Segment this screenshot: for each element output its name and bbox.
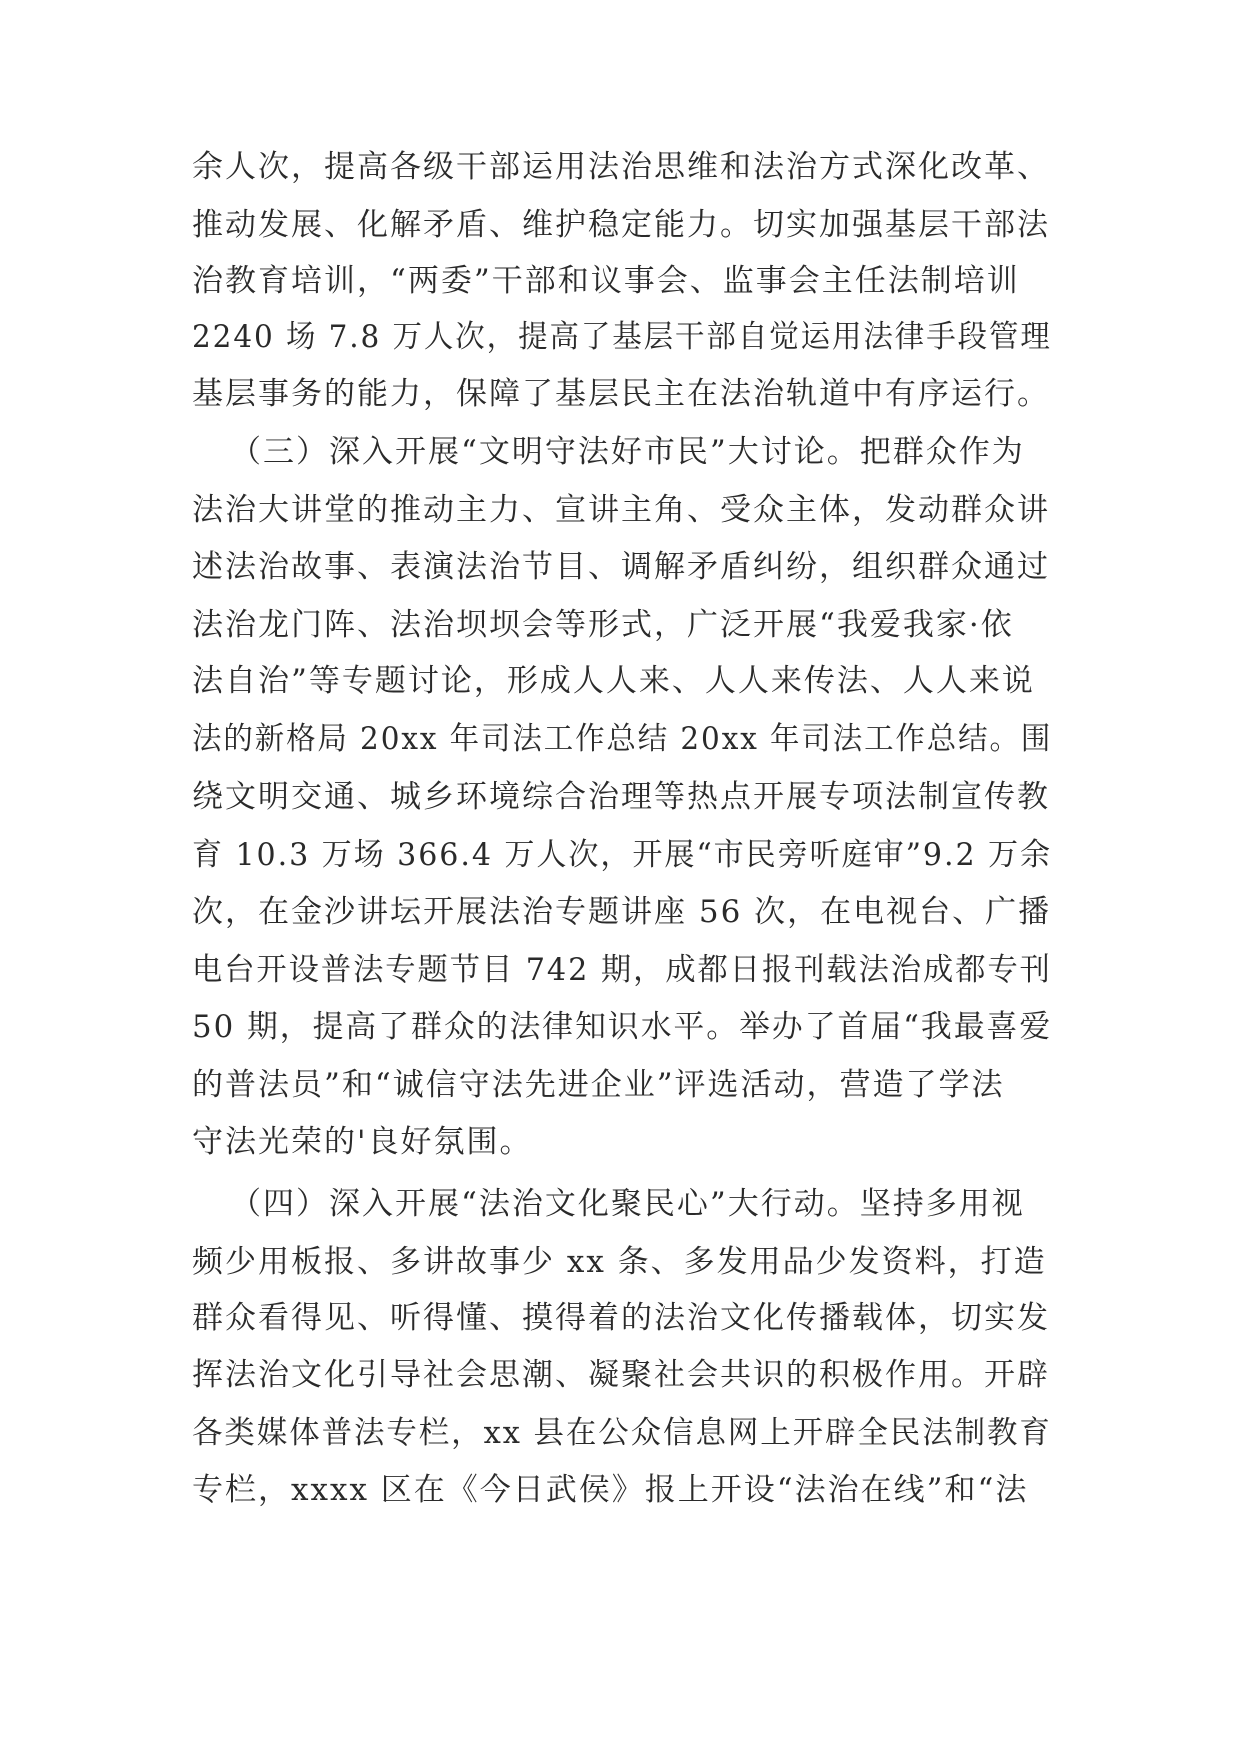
text-line-7: 法治大讲堂的推动主力、宣讲主角、受众主体，发动群众讲 (192, 492, 1050, 528)
text-line-24: 专栏，xxxx 区在《今日武侯》报上开设“法治在线”和“法 (192, 1472, 1029, 1508)
text-line-9: 法治龙门阵、法治坝坝会等形式，广泛开展“我爱我家·依 (192, 607, 1014, 643)
text-line-15: 电台开设普法专题节目 742 期，成都日报刊载法治成都专刊 (192, 952, 1052, 988)
text-line-23: 各类媒体普法专栏，xx 县在公众信息网上开辟全民法制教育 (192, 1415, 1052, 1451)
text-line-14: 次，在金沙讲坛开展法治专题讲座 56 次，在电视台、广播 (192, 894, 1052, 930)
text-line-13: 育 10.3 万场 366.4 万人次，开展“市民旁听庭审”9.2 万余 (192, 837, 1053, 873)
text-line-1: 余人次，提高各级干部运用法治思维和法治方式深化改革、 (192, 149, 1050, 185)
text-line-22: 挥法治文化引导社会思潮、凝聚社会共识的积极作用。开辟 (192, 1357, 1050, 1393)
text-line-2: 推动发展、化解矛盾、维护稳定能力。切实加强基层干部法 (192, 207, 1050, 243)
text-line-18: 守法光荣的'良好氛围。 (192, 1124, 533, 1160)
text-line-19: （四）深入开展“法治文化聚民心”大行动。坚持多用视 (230, 1186, 1025, 1222)
text-line-4: 2240 场 7.8 万人次，提高了基层干部自觉运用法律手段管理 (192, 319, 1052, 355)
text-line-17: 的普法员”和“诚信守法先进企业”评选活动，营造了学法 (192, 1067, 1005, 1103)
text-line-12: 绕文明交通、城乡环境综合治理等热点开展专项法制宣传教 (192, 779, 1050, 815)
text-line-6: （三）深入开展“文明守法好市民”大讨论。把群众作为 (230, 434, 1025, 470)
text-line-11: 法的新格局 20xx 年司法工作总结 20xx 年司法工作总结。围 (192, 721, 1053, 757)
text-line-3: 治教育培训，“两委”干部和议事会、监事会主任法制培训 (192, 263, 1020, 299)
text-line-5: 基层事务的能力，保障了基层民主在法治轨道中有序运行。 (192, 376, 1050, 412)
text-line-21: 群众看得见、听得懂、摸得着的法治文化传播载体，切实发 (192, 1300, 1050, 1336)
text-line-16: 50 期，提高了群众的法律知识水平。举办了首届“我最喜爱 (192, 1009, 1053, 1045)
text-line-8: 述法治故事、表演法治节目、调解矛盾纠纷，组织群众通过 (192, 549, 1050, 585)
text-line-10: 法自治”等专题讨论，形成人人来、人人来传法、人人来说 (192, 663, 1035, 699)
text-line-20: 频少用板报、多讲故事少 xx 条、多发用品少发资料，打造 (192, 1244, 1047, 1280)
